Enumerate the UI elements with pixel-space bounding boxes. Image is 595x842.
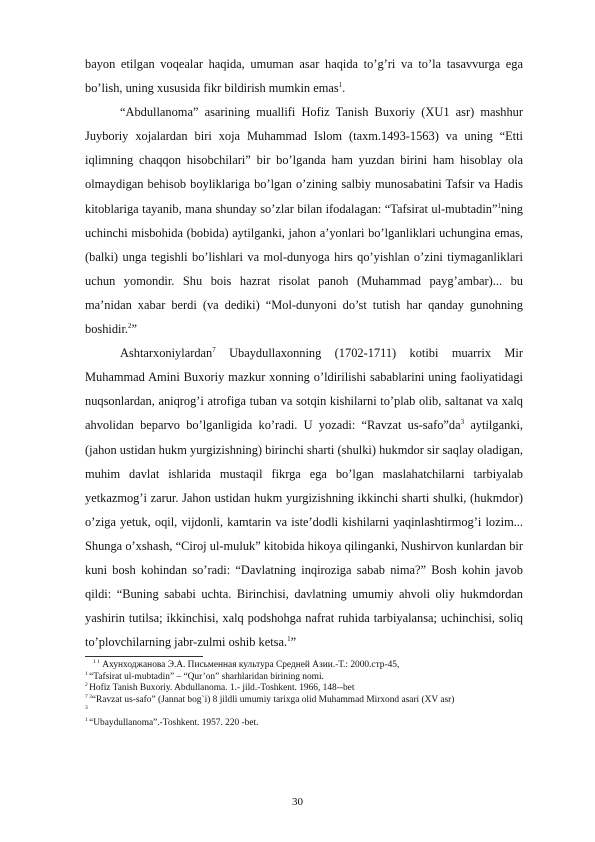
footnote-ref: 1 [497, 201, 501, 210]
page-number: 30 [292, 796, 303, 808]
footnote-item [85, 695, 523, 707]
paragraph-2-text-a: “Abdullanoma” asarining muallifi Hofiz Tanish Buxoriy (XU1 asr) mashhur Juyboriy xojalardan biri xoja Muhammad Islom (taxm.1493-1563) va uning “Etti iqlimning chaqqon hisobchilari” bir bo’lganda ham yuzdan birini ham hisoblay ola olmaydigan behisob boyliklariga bo’lgan o’zining salbiy munosabatini Tafsir va Hadis kitoblariga tayanib, mana shunday so’zlar bilan ifodalagan: “Tafsirat ul-mubtadin” [85, 105, 523, 216]
footnote-item [85, 718, 523, 730]
footnote-ref: 1 [287, 635, 291, 644]
paragraph-1 [85, 52, 523, 100]
footnote-mark: 7 3 [85, 693, 92, 700]
paragraph-1-text: bayon etilgan voqealar haqida, umuman asar haqida to’g’ri va to’la tasavvurga ega bo’lish, uning xususida fikr bildirish mumkin emas [85, 57, 523, 96]
footnote-item [85, 672, 523, 684]
paragraph-3-text-a: Ashtarxoniylardan [120, 346, 213, 361]
footnote-mark: 1 1 [93, 659, 100, 666]
footnote-mark: 2 [85, 682, 90, 689]
paragraph-2 [85, 100, 523, 341]
page-body [85, 52, 523, 729]
footnote-mark: 3 [85, 705, 88, 712]
footnotes [85, 660, 523, 729]
footnote-item [85, 683, 523, 695]
footnote-text: Ахунходжанова Э.А. Письменная культура Средней Азии.-Т.: 2000.стр-45, [102, 660, 400, 671]
paragraph-1-end: . [342, 81, 346, 96]
footnote-item [85, 660, 523, 672]
paragraph-3-end: ” [290, 635, 297, 650]
footnote-mark: 1 [85, 670, 90, 677]
footnote-ref: 1 [338, 80, 343, 89]
footnote-ref: 2 [128, 321, 132, 330]
footnote-text: “Ravzat us-safo” (Jannat bog`i) 8 jildli umumiy tarixga olid Muhammad Mirxond asari (XV asr) [91, 694, 455, 705]
paragraph-2-text-b: ning uchinchi misbohida (bobida) aytilganki, jahon a’yonlari bo’lganliklari uchungina emas, (balki) unga tegishli bo’lishlari va mol-dunyoga hirs qo’yishlan o’zini tiymaganliklari uchun yomondir. Shu bois hazrat risolat panoh (Muhammad payg’ambar)... bu ma’nidan xabar berdi (va dediki) “Mol-dunyoni do’st tutish har qanday gunohning boshidir. [85, 201, 523, 337]
footnote-text: “Ubaydullanoma”.-Toshkent. 1957. 220 -bet. [89, 717, 259, 728]
paragraph-3-text-b: Ubaydullaxonning (1702-1711) kotibi muarrix Mir Muhammad Amini Buxoriy mazkur xonning o’ldirilishi sabablarini uning faoliyatidagi nuqsonlardan, aniqrog’i atrofiga tuban va sotqin kishilarni to’plab olib, saltanat va xalq ahvolidan beparvo bo’lganligida ko’radi. U yozadi: “Ravzat us-safo”da [85, 346, 523, 433]
paragraph-3 [85, 341, 523, 654]
footnote-text: “Tafsirat ul-mubtadin” – “Qur’on” sharhlaridan birining nomi. [89, 671, 324, 682]
footnote-ref: 7 [212, 346, 216, 354]
footnote-item [85, 706, 523, 718]
paragraph-2-end: ” [131, 322, 138, 337]
footnote-ref: 3 [460, 418, 465, 427]
footnote-divider [85, 656, 203, 657]
footnote-mark: 1 [85, 716, 90, 723]
footnote-text: Hofiz Tanish Buxoriy. Abdullanoma. 1.- jild.-Toshkent. 1966, 148--bet [89, 683, 355, 694]
paragraph-3-text-c: aytilganki, (jahon ustidan hukm yurgizishning) birinchi sharti (shulki) hukmdor sir saqlay oladigan, muhim davlat ishlarida mustaqil fikrga ega bo’lgan maslahatchilarni tarbiyalab yetkazmog’i zarur. Jahon ustidan hukm yurgizishning ikkinchi sharti shulki, (hukmdor) o’ziga yetuk, oqil, vijdonli, kamtarin va iste’dodli kishilarni yaqinlashtirmog’i lozim... Shunga o’xshash, “Ciroj ul-muluk” kitobida hikoya qilinganki, Nushirvon kunlardan bir kuni bosh kohindan so’radi: “Davlatning inqiroziga sabab nima?” Bosh kohin javob qildi: “Buning sababi uchta. Birinchisi, davlatning umumiy ahvoli oliy hukmdordan yashirin tutilsa; ikkinchisi, xalq podshohga nafrat ruhida tarbiyalansa; uchinchisi, soliq to’plovchilarning jabr-zulmi oshib ketsa. [85, 418, 524, 650]
